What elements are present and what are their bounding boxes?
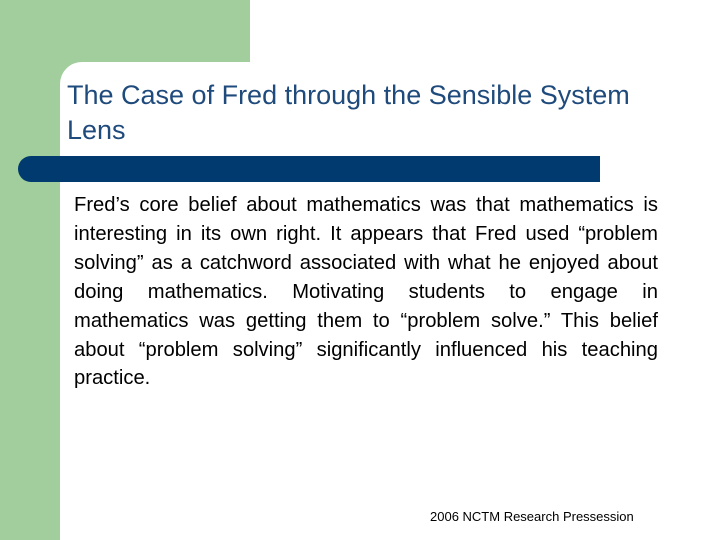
title-divider-bar — [18, 156, 600, 182]
slide-title: The Case of Fred through the Sensible System Lens — [67, 80, 630, 145]
slide-footer: 2006 NCTM Research Pressession — [430, 509, 634, 524]
slide-body-text: Fred’s core belief about mathematics was that mathematics is interesting in its own right. It appears that Fred used “problem solving” as a catchword associated with what he enjoyed about doing mathematics. Motivating students to engage in mathematics was getting them to “problem solve.” This belief about “problem solving” significantly influenced his teaching practice. — [74, 194, 658, 390]
